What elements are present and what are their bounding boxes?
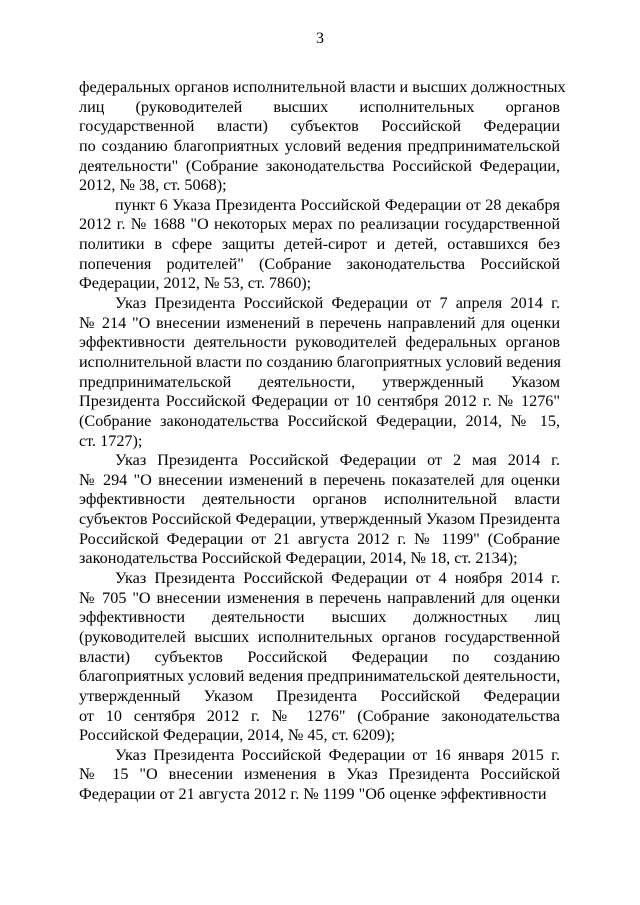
text-line: попечения родителей" (Собрание законодательства Российской <box>79 254 560 273</box>
text-line: Федерации от 21 августа 2012 г. № 1199 "Об оценке эффективности <box>79 785 547 804</box>
paragraph <box>79 569 560 746</box>
document-body <box>79 78 566 805</box>
text-line: от 10 сентября 2012 г. № 1276" (Собрание законодательства <box>79 706 560 725</box>
page-number: 3 <box>316 30 324 47</box>
text-line: Указ Президента Российской Федерации от 2 мая 2014 г. <box>115 451 560 470</box>
text-line: № 15 "О внесении изменения в Указ Президента Российской <box>79 765 560 784</box>
text-line: Президента Российской Федерации от 10 сентября 2012 г. № 1276" <box>79 392 560 411</box>
text-line: ст. 1727); <box>79 431 143 450</box>
text-line: эффективности деятельности высших должностных лиц <box>79 608 560 627</box>
text-line: пункт 6 Указа Президента Российской Федерации от 28 декабря <box>115 195 560 214</box>
text-line: государственной власти) субъектов Российской Федерации <box>79 117 560 136</box>
text-line: законодательства Российской Федерации, 2014, № 18, ст. 2134); <box>79 549 518 568</box>
text-line: субъектов Российской Федерации, утвержденный Указом Президента <box>79 510 560 529</box>
paragraph <box>79 78 566 196</box>
text-line: (Собрание законодательства Российской Федерации, 2014, № 15, <box>79 411 560 430</box>
paragraph <box>79 746 560 805</box>
text-line: политики в сфере защиты детей-сирот и детей, оставшихся без <box>79 235 560 254</box>
text-line: Федерации, 2012, № 53, ст. 7860); <box>79 274 312 293</box>
text-line: Российской Федерации, 2014, № 45, ст. 6209); <box>79 726 396 745</box>
text-line: Указ Президента Российской Федерации от 16 января 2015 г. <box>115 745 560 764</box>
text-line: Указ Президента Российской Федерации от 7 апреля 2014 г. <box>115 294 560 313</box>
text-line: № 294 "О внесении изменений в перечень показателей для оценки <box>79 470 560 489</box>
text-line: 2012, № 38, ст. 5068); <box>79 176 227 195</box>
text-line: 2012 г. № 1688 "О некоторых мерах по реализации государственной <box>79 215 560 234</box>
text-line: лиц (руководителей высших исполнительных органов <box>79 97 560 116</box>
text-line: по созданию благоприятных условий ведения предпринимательской <box>79 136 560 155</box>
text-line: Российской Федерации от 21 августа 2012 г. № 1199" (Собрание <box>79 529 560 548</box>
text-line: утвержденный Указом Президента Российской Федерации <box>79 686 560 705</box>
text-line: федеральных органов исполнительной власти и высших должностных <box>79 78 566 96</box>
text-line: деятельности" (Собрание законодательства Российской Федерации, <box>79 156 560 175</box>
paragraph <box>79 294 560 451</box>
text-line: (руководителей высших исполнительных органов государственной <box>79 627 560 646</box>
text-line: эффективности деятельности органов исполнительной власти <box>79 490 560 509</box>
text-line: исполнительной власти по созданию благоприятных условий ведения <box>79 352 561 371</box>
paragraph <box>79 451 560 569</box>
text-line: Указ Президента Российской Федерации от 4 ноября 2014 г. <box>115 569 560 588</box>
text-line: власти) субъектов Российской Федерации по созданию <box>79 647 560 666</box>
text-line: благоприятных условий ведения предпринимательской деятельности, <box>79 667 561 686</box>
text-line: предпринимательской деятельности, утвержденный Указом <box>79 372 560 391</box>
text-line: эффективности деятельности руководителей федеральных органов <box>79 333 560 352</box>
text-line: № 705 "О внесении изменения в перечень направлений для оценки <box>79 588 560 607</box>
text-line: № 214 "О внесении изменений в перечень направлений для оценки <box>79 313 560 332</box>
paragraph <box>79 196 560 294</box>
